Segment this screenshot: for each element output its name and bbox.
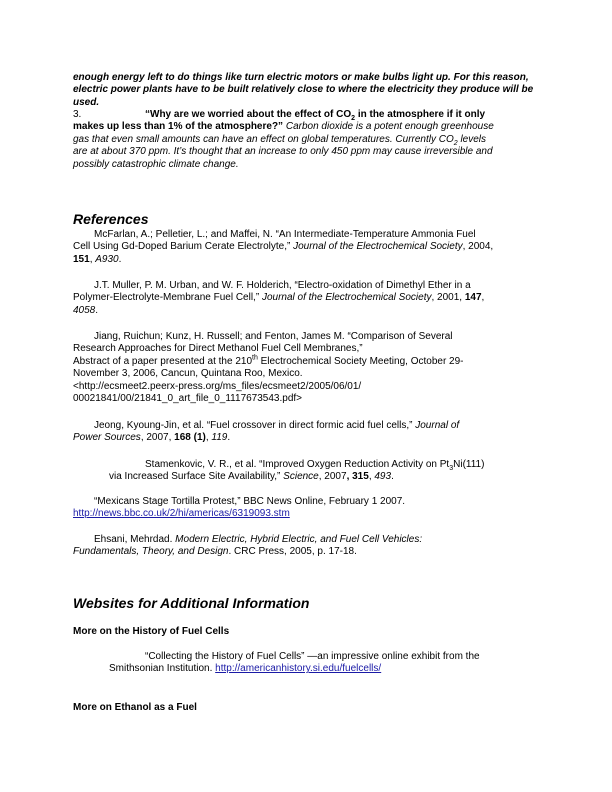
question-text-line-2: makes up less than 1% of the atmosphere?” (73, 121, 284, 133)
intro-line-2: electric power plants have to be built relatively close to where the electricity they produce will be (73, 84, 534, 96)
reference-5: Stamenkovic, V. R., et al. “Improved Oxygen Reduction Activity on $Pt_3Ni(111)$ via Increased Surface Site Availability,” Science, 2007, 315, 493. (109, 459, 485, 483)
pages: 493 (374, 471, 392, 483)
question-3 (73, 109, 543, 171)
journal-title: Journal of the Electrochemical Society (293, 241, 463, 253)
intro-line-3: used. (73, 96, 100, 108)
pages: 4058 (73, 304, 96, 316)
answer-line-4: possibly catastrophic climate change. (73, 158, 239, 170)
question-text-line-1: “Why are we worried about the effect of $CO_2$ in the atmosphere if it only (145, 109, 486, 122)
smithsonian-link[interactable]: http://americanhistory.si.edu/fuelcells/ (215, 663, 382, 675)
pages: A930 (95, 253, 119, 265)
intro-line-1: enough energy left to do things like turn electric motors or make bulbs light up. For this reason, (73, 72, 529, 83)
answer-line-3: are at about 370 ppm. It’s thought that an increase to only 450 ppm may cause irreversible and (73, 146, 493, 158)
subheading-history: More on the History of Fuel Cells (73, 626, 230, 637)
question-number: 3. (73, 109, 82, 120)
book-title-cont: Fundamentals, Theory, and Design (73, 546, 229, 558)
reference-3-url-line-2: 00021841/00/21841_0_art_file_0_1117673543.pdf> (73, 393, 303, 405)
volume: , 315 (346, 471, 369, 483)
volume: 168 (1) (174, 432, 206, 444)
journal-title: Science (283, 471, 319, 483)
website-item-history: “Collecting the History of Fuel Cells” —an impressive online exhibit from the Smithsonian Institution. http://americanhistory.si.edu/fuelcells/ (109, 651, 480, 675)
volume: 151 (73, 253, 90, 265)
intro-paragraph (73, 72, 543, 109)
journal-title: Journal of (415, 420, 460, 431)
question-line-2 (73, 121, 543, 133)
answer-line-2: gas that even small amounts can have an effect on global temperatures. Currently $CO_2$ levels (73, 133, 487, 147)
pages: 119 (211, 432, 228, 444)
reference-7: Ehsani, Mehrdad. Modern Electric, Hybrid Electric, and Fuel Cell Vehicles: Fundamentals, Theory, and Design. CRC Press, 2005, p. 17-18. (73, 534, 423, 558)
volume: 147 (464, 292, 482, 304)
reference-1: McFarlan, A.; Pelletier, L.; and Maffei, N. “An Intermediate-Temperature Ammonia Fuel Cell Using Gd-Doped Barium Cerate Electrolyte,” Journal of the Electrochemical Society, 2004, 151, A930. (73, 229, 494, 265)
subheading-ethanol: More on Ethanol as a Fuel (73, 702, 197, 713)
journal-title-cont: Power Sources (73, 432, 141, 444)
reference-3-url-line-1: <http://ecsmeet2.peerx-press.org/ms_files/ecsmeet2/2005/06/01/ (73, 380, 362, 392)
reference-4: Jeong, Kyoung-Jin, et al. “Fuel crossover in direct formic acid fuel cells,” Journal of Power Sources, 2007, 168 (1), 119. (73, 420, 460, 444)
references-heading: References (73, 211, 149, 227)
websites-heading: Websites for Additional Information (73, 595, 310, 611)
reference-2: J.T. Muller, P. M. Urban, and W. F. Holderich, “Electro-oxidation of Dimethyl Ether in a Polymer-Electrolyte-Membrane Fuel Cell,” Journal of the Electrochemical Society, 2001, 147, 4058. (73, 280, 485, 316)
answer-line-1: Carbon dioxide is a potent enough greenhouse (283, 121, 494, 133)
journal-title: Journal of the Electrochemical Society (261, 292, 432, 304)
bbc-news-link[interactable]: http://news.bbc.co.uk/2/hi/americas/6319093.stm (73, 508, 290, 520)
book-title: Modern Electric, Hybrid Electric, and Fuel Cell Vehicles: (175, 534, 423, 545)
reference-3: Jiang, Ruichun; Kunz, H. Russell; and Fenton, James M. “Comparison of Several Research Approaches for Direct Methanol Fuel Cell Membranes,” Abstract of a paper presented at the 210th Electrochemical Society Meeting, October 29- November 3, 2006, Cancun, Quintana Roo, Mexico. <http://ecsmeet2.peerx-press.org/ms_files/ecsmeet2/2005/06/01/ 00021841/00/21841_0_art_file_0_1117673543.pdf> (73, 331, 543, 405)
reference-6: “Mexicans Stage Tortilla Protest,” BBC News Online, February 1 2007. http://news.bbc.co.uk/2/hi/americas/6319093.stm (73, 496, 406, 520)
